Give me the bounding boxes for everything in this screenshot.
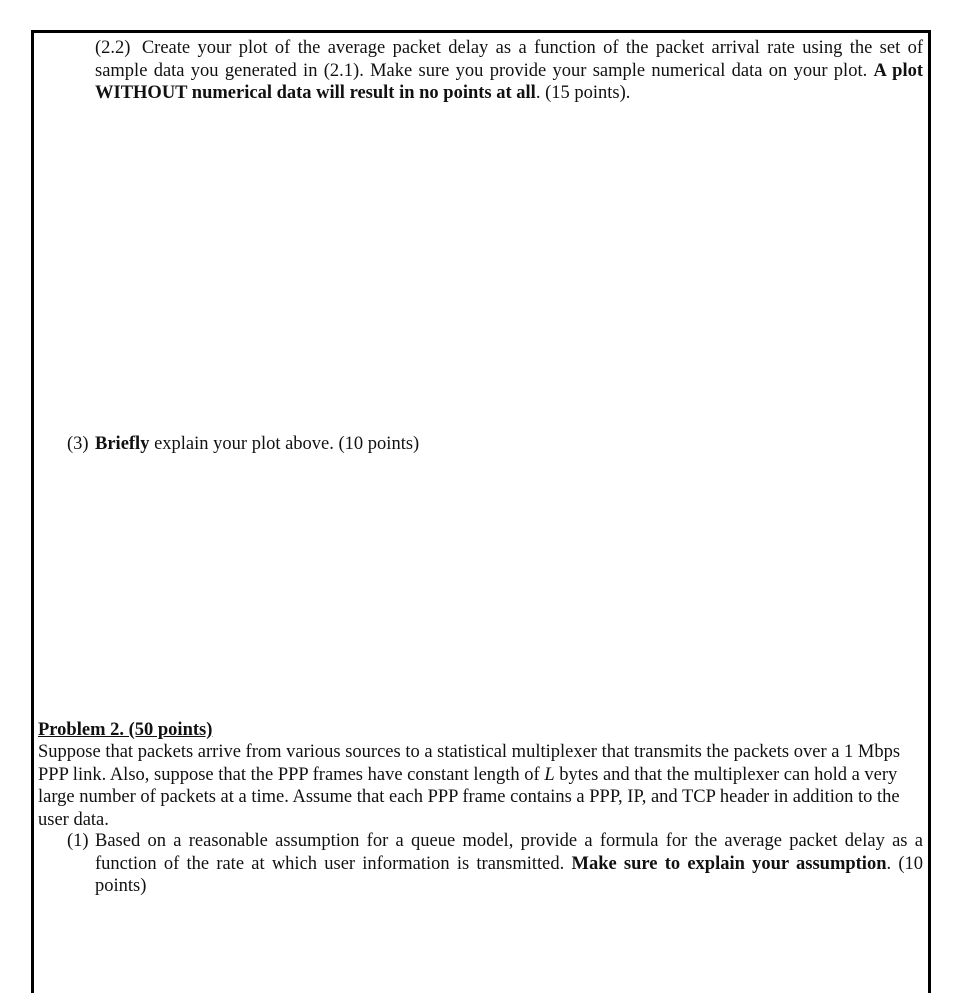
problem-2-body bbox=[38, 741, 923, 831]
question-2-2-bold-note: A plot WITHOUT numerical data will result in no points at all bbox=[95, 60, 924, 103]
question-3-bold: Briefly bbox=[95, 434, 150, 454]
question-3-number: (3) bbox=[67, 434, 89, 454]
problem-2-body-part-2: bytes and that the multiplexer can hold a very large number of packets at a time. Assume that each PPP frame contains a PPP, IP, and TCP header in addition to the user data. bbox=[38, 764, 900, 830]
question-1-text: Based on a reasonable assumption for a queue model, provide a formula for the average packet delay as a function of the rate at which user information is transmitted. bbox=[95, 831, 923, 874]
question-2-2 bbox=[95, 37, 923, 105]
question-2-2-text: Create your plot of the average packet delay as a function of the packet arrival rate using the set of sample data you generated in (2.1). Make sure you provide your sample numerical data on your plot. bbox=[95, 38, 924, 81]
problem-2-body-part-1: Suppose that packets arrive from various sources to a statistical multiplexer that transmits the packets over a 1 Mbps PPP link. Also, suppose that the PPP frames have constant length of bbox=[38, 742, 901, 785]
question-1 bbox=[67, 830, 923, 898]
question-3-text: explain your plot above. (10 points) bbox=[154, 434, 420, 454]
question-2-2-number: (2.2) bbox=[95, 38, 131, 58]
problem-2-heading: Problem 2. (50 points) bbox=[38, 720, 213, 740]
question-1-points: . (10 points) bbox=[95, 853, 923, 896]
variable-L: L bbox=[544, 764, 555, 785]
question-3 bbox=[67, 433, 867, 456]
question-1-bold: Make sure to explain your assumption bbox=[571, 853, 887, 874]
question-2-2-points: . (15 points). bbox=[535, 83, 631, 103]
question-1-number: (1) bbox=[67, 831, 89, 851]
